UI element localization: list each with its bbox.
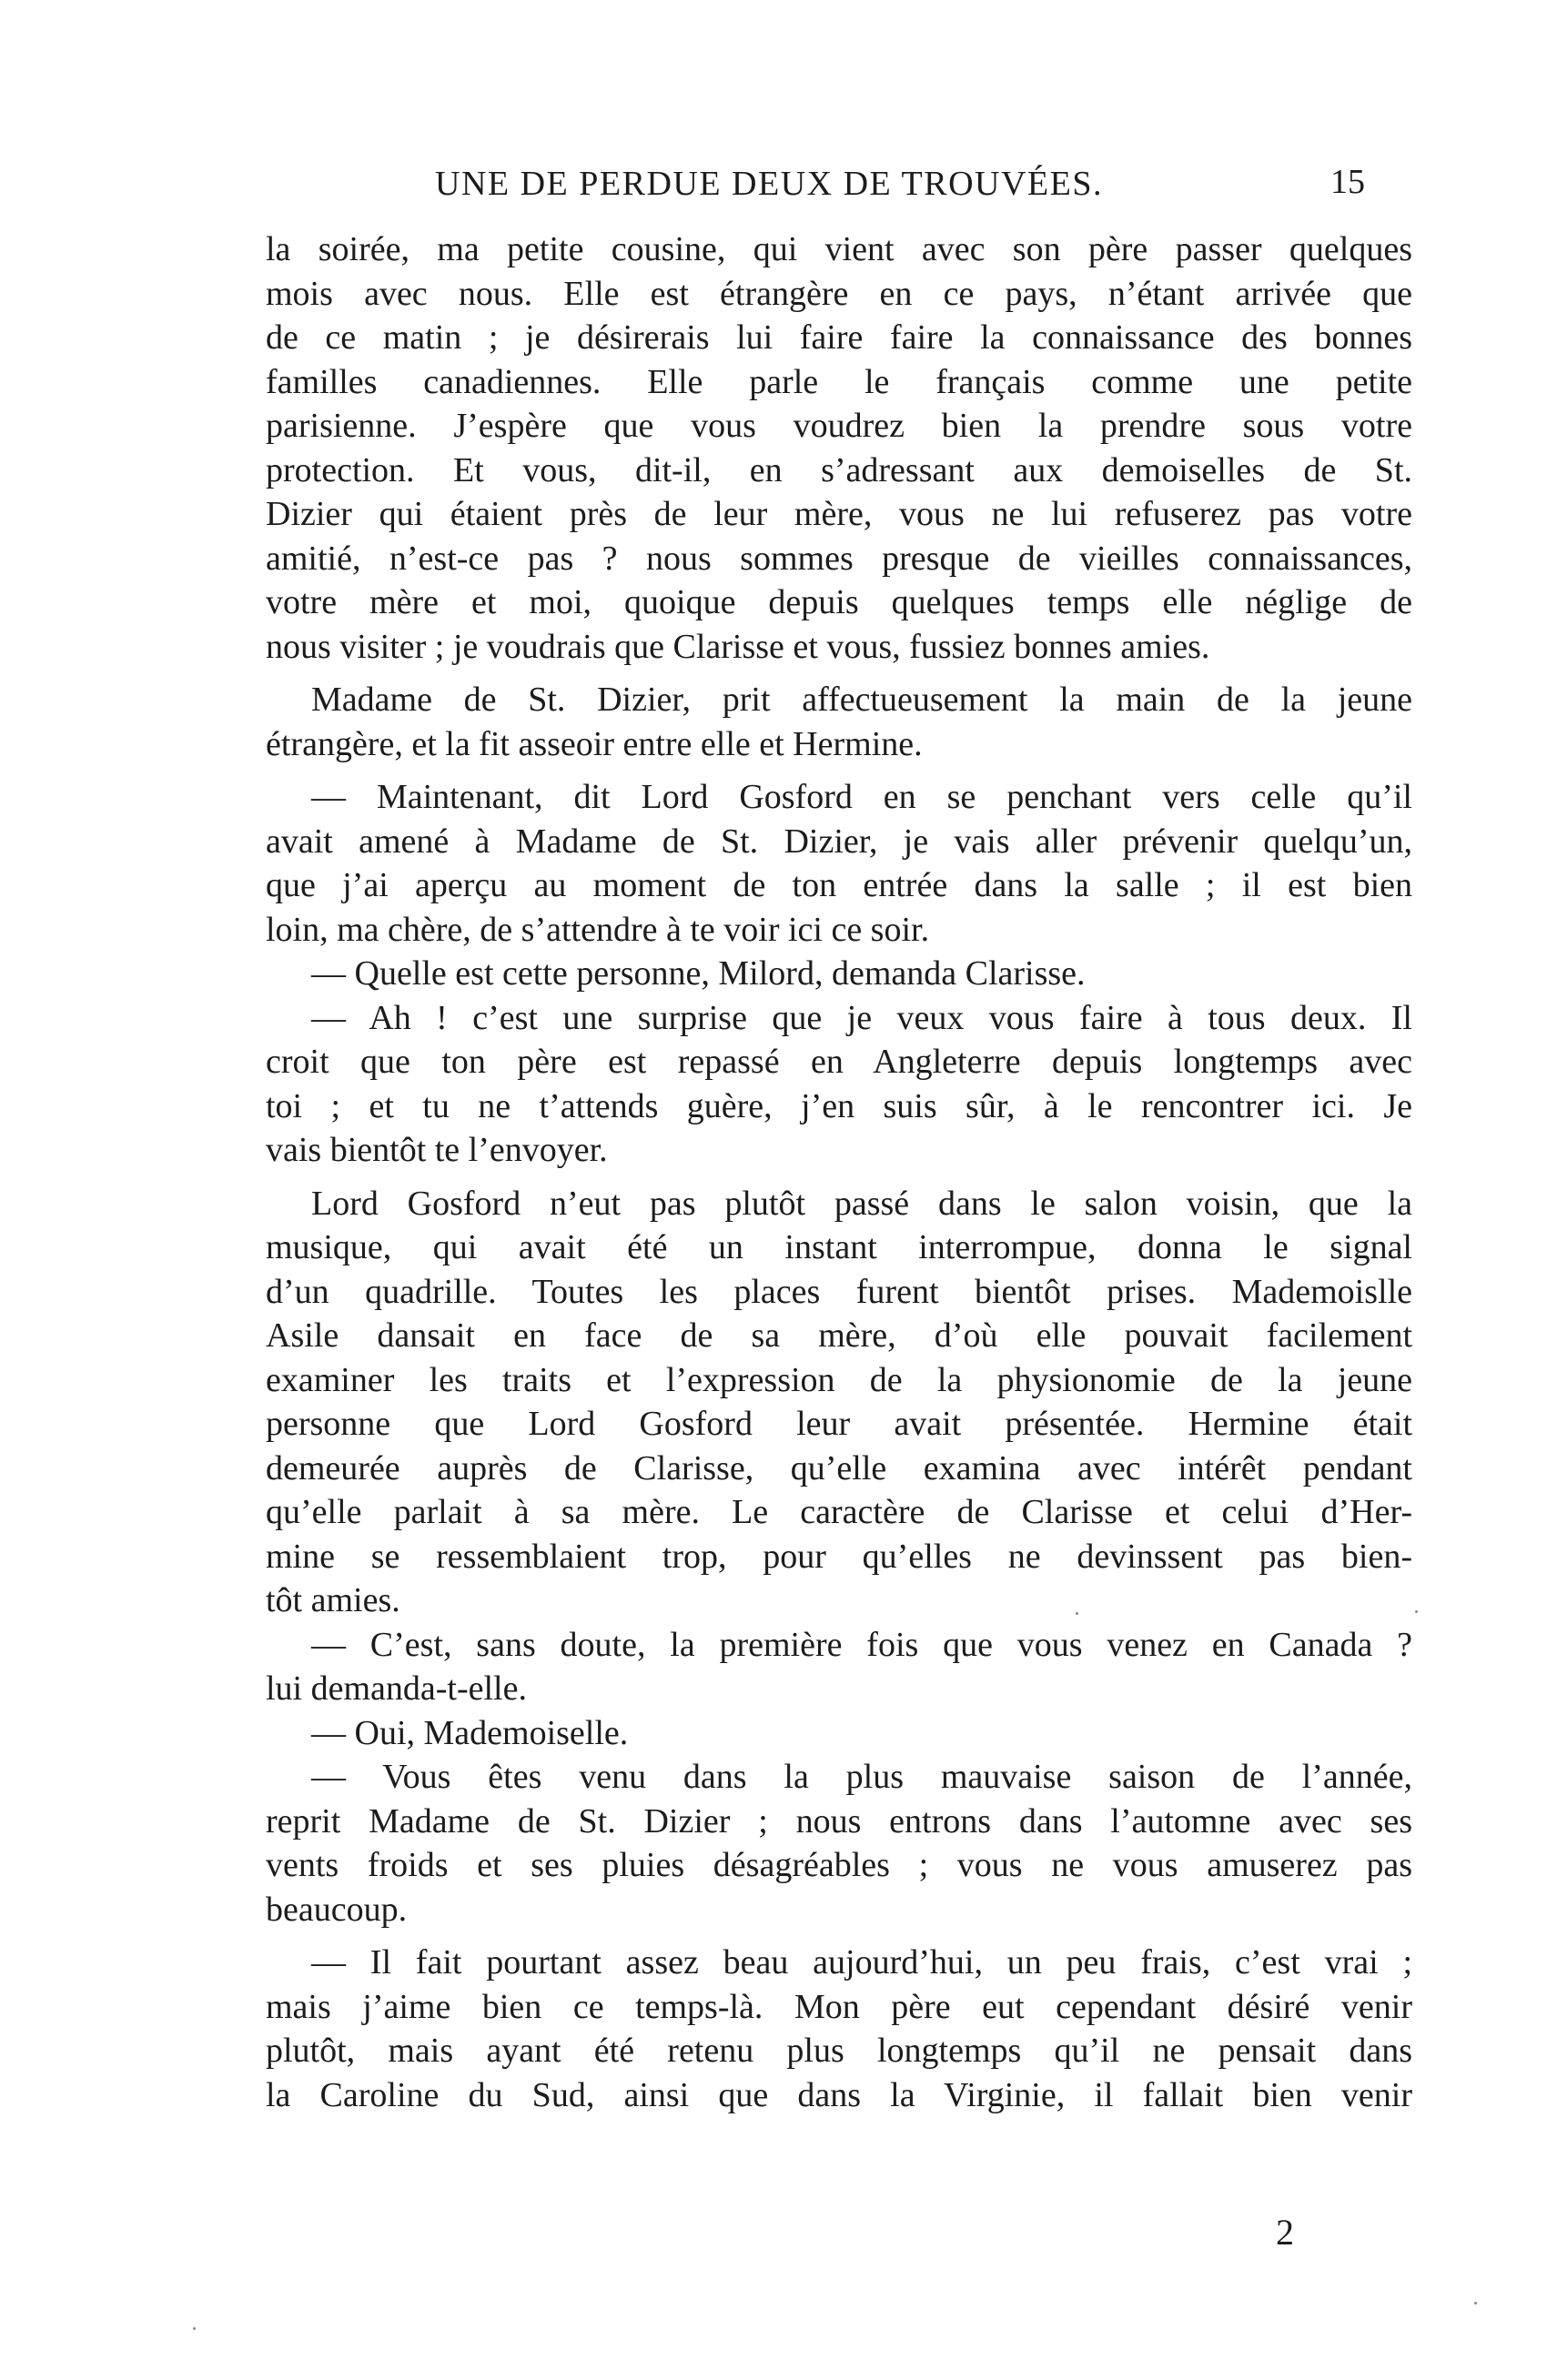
- text-line: la soirée, ma petite cousine, qui vient avec son père passer quelques: [266, 230, 1412, 268]
- text-line: personne que Lord Gosford leur avait présentée. Hermine était: [266, 1405, 1412, 1443]
- text-line: musique, qui avait été un instant interrompue, donna le signal: [266, 1228, 1412, 1266]
- text-line: mine se ressemblaient trop, pour qu’elles ne devinssent pas bien-: [266, 1537, 1412, 1576]
- text-line: croit que ton père est repassé en Angleterre depuis longtemps avec: [266, 1043, 1412, 1081]
- text-line: qu’elle parlait à sa mère. Le caractère de Clarisse et celui d’Her-: [266, 1493, 1412, 1531]
- paragraph: [266, 1755, 1412, 1931]
- text-line: toi ; et tu ne t’attends guère, j’en suis sûr, à le rencontrer ici. Je: [266, 1086, 1412, 1125]
- page-number: 15: [1330, 163, 1365, 201]
- body-text: [266, 227, 1412, 2117]
- paragraph: [266, 1711, 1412, 1756]
- text-line: — Quelle est cette personne, Milord, demanda Clarisse.: [311, 954, 1086, 993]
- text-line: — C’est, sans doute, la première fois que vous venez en Canada ?: [311, 1625, 1412, 1664]
- paragraph: [266, 678, 1412, 766]
- paper-speck: [1415, 1610, 1418, 1613]
- text-line: examiner les traits et l’expression de la physionomie de la jeune: [266, 1360, 1412, 1399]
- text-line: Lord Gosford n’eut pas plutôt passé dans le salon voisin, que la: [311, 1184, 1412, 1223]
- text-line: demeurée auprès de Clarisse, qu’elle examina avec intérêt pendant: [266, 1448, 1412, 1488]
- text-line: que j’ai aperçu au moment de ton entrée dans la salle ; il est bien: [266, 866, 1412, 904]
- text-line: d’un quadrille. Toutes les places furent bientôt prises. Mademoislle: [266, 1272, 1412, 1311]
- text-line: Dizier qui étaient près de leur mère, vous ne lui refuserez pas votre: [266, 495, 1412, 533]
- paragraph: [266, 775, 1412, 952]
- text-line: amitié, n’est-ce pas ? nous sommes presque de vieilles connaissances,: [266, 539, 1412, 578]
- text-line: — Maintenant, dit Lord Gosford en se penchant vers celle qu’il: [311, 778, 1412, 816]
- paper-speck: [193, 2327, 196, 2330]
- running-title: UNE DE PERDUE DEUX DE TROUVÉES.: [435, 165, 1103, 203]
- paper-speck: [1076, 1612, 1078, 1615]
- text-line: vais bientôt te l’envoyer.: [266, 1131, 608, 1169]
- text-line: familles canadiennes. Elle parle le français comme une petite: [266, 362, 1412, 401]
- text-line: avait amené à Madame de St. Dizier, je vais aller prévenir quelqu’un,: [266, 822, 1412, 861]
- text-line: protection. Et vous, dit-il, en s’adressant aux demoiselles de St.: [266, 450, 1412, 489]
- text-line: parisienne. J’espère que vous voudrez bien la prendre sous votre: [266, 407, 1412, 445]
- text-line: Asile dansait en face de sa mère, d’où elle pouvait facilement: [266, 1316, 1412, 1355]
- text-line: mois avec nous. Elle est étrangère en ce pays, n’étant arrivée que: [266, 274, 1412, 313]
- paragraph: [266, 227, 1412, 669]
- text-line: — Vous êtes venu dans la plus mauvaise saison de l’année,: [311, 1758, 1412, 1796]
- text-line: tôt amies.: [266, 1581, 400, 1619]
- paper-speck: [1474, 2302, 1477, 2304]
- paragraph: [266, 952, 1412, 996]
- text-line: vents froids et ses pluies désagréables ; vous ne vous amuserez pas: [266, 1846, 1412, 1884]
- paragraph: [266, 1182, 1412, 1623]
- text-line: — Oui, Mademoiselle.: [311, 1713, 629, 1752]
- text-line: Madame de St. Dizier, prit affectueusement la main de la jeune: [311, 681, 1412, 719]
- signature-mark: 2: [1276, 2212, 1294, 2253]
- text-line: étrangère, et la fit asseoir entre elle et Hermine.: [266, 724, 923, 763]
- text-line: beaucoup.: [266, 1890, 408, 1929]
- text-line: la Caroline du Sud, ainsi que dans la Virginie, il fallait bien venir: [266, 2075, 1412, 2114]
- paragraph: [266, 1941, 1412, 2117]
- text-line: reprit Madame de St. Dizier ; nous entrons dans l’automne avec ses: [266, 1801, 1412, 1840]
- text-line: lui demanda-t-elle.: [266, 1669, 527, 1708]
- text-line: mais j’aime bien ce temps-là. Mon père eut cependant désiré venir: [266, 1987, 1412, 2026]
- text-line: plutôt, mais ayant été retenu plus longtemps qu’il ne pensait dans: [266, 2032, 1412, 2070]
- text-line: — Il fait pourtant assez beau aujourd’hui, un peu frais, c’est vrai ;: [311, 1943, 1412, 1982]
- text-line: votre mère et moi, quoique depuis quelques temps elle néglige de: [266, 583, 1412, 621]
- paragraph: [266, 996, 1412, 1173]
- text-line: de ce matin ; je désirerais lui faire faire la connaissance des bonnes: [266, 318, 1412, 357]
- text-line: loin, ma chère, de s’attendre à te voir ici ce soir.: [266, 910, 930, 949]
- text-line: — Ah ! c’est une surprise que je veux vous faire à tous deux. Il: [311, 998, 1412, 1037]
- text-line: nous visiter ; je voudrais que Clarisse et vous, fussiez bonnes amies.: [266, 627, 1210, 666]
- paragraph: [266, 1623, 1412, 1711]
